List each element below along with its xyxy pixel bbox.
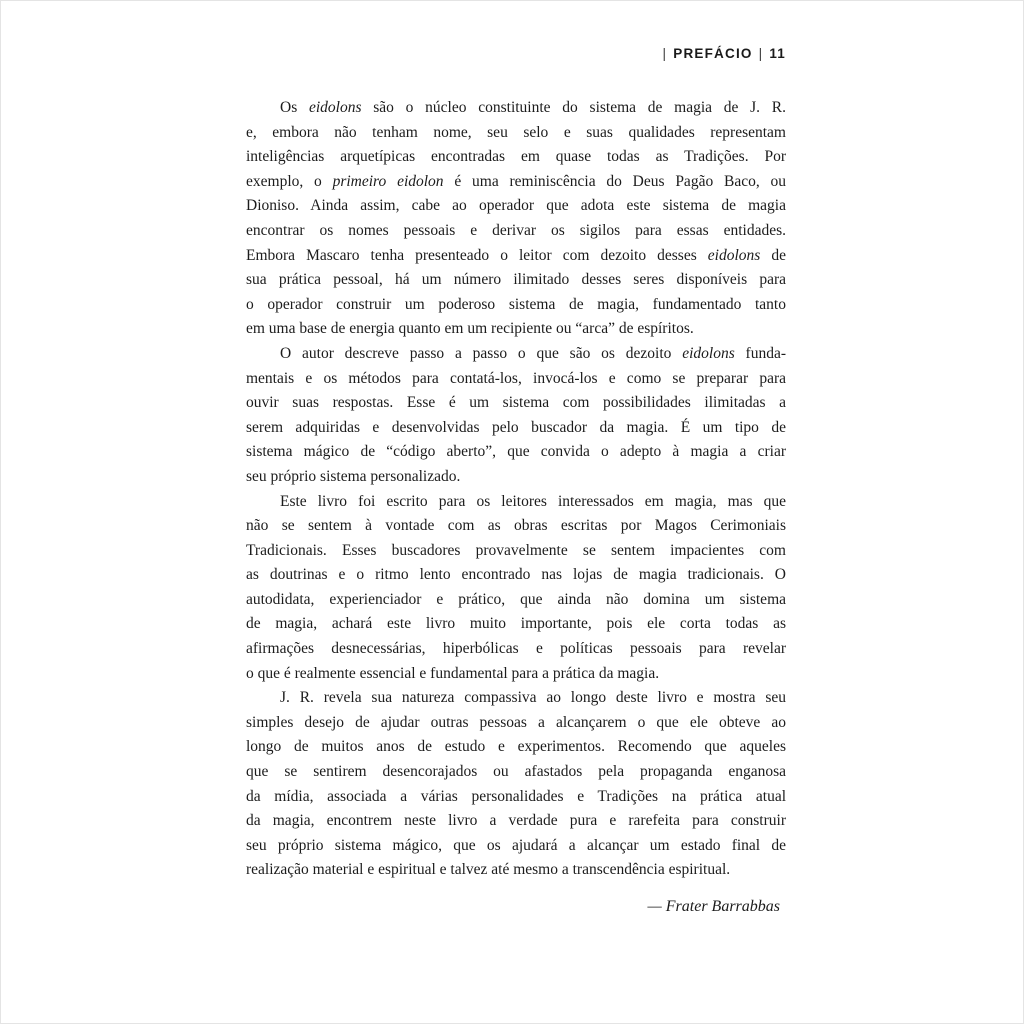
text-line: seu próprio sistema mágico, que os ajudará a alcançar um estado final de [246,836,786,854]
preface-text [246,96,786,920]
paragraph [246,490,786,687]
author-signature: — Frater Barrabbas [647,898,780,915]
text-line: o operador construir um poderoso sistema de magia, fundamentado tanto [246,295,786,313]
text-line: não se sentem à vontade com as obras escritas por Magos Cerimoniais [246,517,786,535]
text-line: O autor descreve passo a passo o que são os dezoito eidolons funda- [280,344,787,362]
text-line: e, embora não tenham nome, seu selo e suas qualidades representam [246,123,786,141]
paragraphs-container [246,96,786,883]
text-line: sistema mágico de “código aberto”, que convida o adepto à magia a criar [246,443,786,461]
text-line: sua prática pessoal, há um número ilimitado desses seres disponíveis para [246,271,786,289]
text-line: inteligências arquetípicas encontradas em quase todas as Tradições. Por [246,148,786,166]
section-label: PREFÁCIO [673,46,753,61]
text-line: que se sentirem desencorajados ou afastados pela propaganda enganosa [246,763,786,781]
text-line: mentais e os métodos para contatá-los, invocá-los e como se preparar para [246,369,786,387]
text-line: Dioniso. Ainda assim, cabe ao operador que adota este sistema de magia [246,197,786,215]
text-line: de magia, achará este livro muito importante, pois ele corta todas as [246,615,786,633]
text-line: Os eidolons são o núcleo constituinte do sistema de magia de J. R. [280,99,787,116]
text-line: realização material e espiritual e talvez até mesmo a transcendência espiritual. [246,861,731,879]
text-line: encontrar os nomes pessoais e derivar os sigilos para essas entidades. [246,221,786,239]
text-line: longo de muitos anos de estudo e experimentos. Recomendo que aqueles [246,738,786,756]
text-line: exemplo, o primeiro eidolon é uma reminiscência do Deus Pagão Baco, ou [246,172,787,190]
text-line: J. R. revela sua natureza compassiva ao longo deste livro e mostra seu [280,689,786,707]
text-line: o que é realmente essencial e fundamental para a prática da magia. [246,664,660,682]
page-header [657,46,786,61]
paragraph [246,342,786,490]
text-line: as doutrinas e o ritmo lento encontrado nas lojas de magia tradicionais. O [246,566,786,584]
text-line: simples desejo de ajudar outras pessoas a alcançarem o que ele obteve ao [246,713,786,731]
page-number: 11 [769,46,786,61]
text-line: afirmações desnecessárias, hiperbólicas e políticas pessoais para revelar [246,640,786,658]
paragraph [246,96,786,342]
header-separator: | [662,46,668,61]
text-line: da magia, encontrem neste livro a verdade pura e rarefeita para construir [246,812,786,830]
text-line: seu próprio sistema personalizado. [246,467,461,485]
text-line: Este livro foi escrito para os leitores interessados em magia, mas que [280,492,786,510]
text-line: da mídia, associada a várias personalidades e Tradições na prática atual [246,787,786,805]
text-line: Tradicionais. Esses buscadores provavelmente se sentem impacientes com [246,541,786,559]
header-separator: | [758,46,764,61]
text-line: Embora Mascaro tenha presenteado o leitor com dezoito desses eidolons de [246,246,787,264]
paragraph [246,686,786,883]
text-line: ouvir suas respostas. Esse é um sistema com possibilidades ilimitadas a [246,394,786,412]
text-line: serem adquiridas e desenvolvidas pelo buscador da magia. É um tipo de [246,418,786,436]
text-line: em uma base de energia quanto em um recipiente ou “arca” de espíritos. [246,320,694,338]
text-line: autodidata, experienciador e prático, que ainda não domina um sistema [246,590,786,608]
